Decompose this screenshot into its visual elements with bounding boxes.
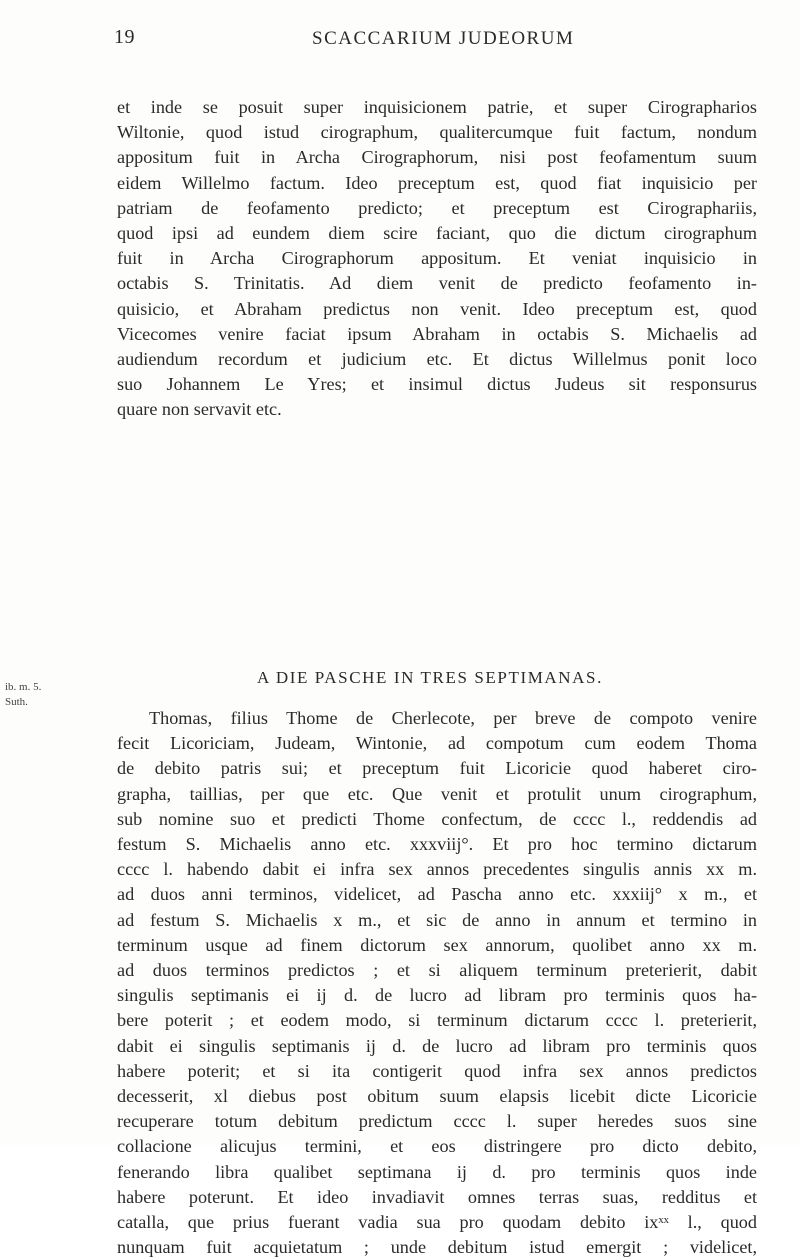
text-line: patriam de feofamento predicto; et preceptum est Cirographariis, <box>117 197 757 218</box>
text-line: singulis septimanis ei ij d. de lucro ad libram pro terminis quos ha- <box>117 985 757 1006</box>
text-line: grapha, taillias, per que etc. Que venit et protulit unum cirographum, <box>117 783 757 804</box>
text-line: octabis S. Trinitatis. Ad diem venit de predicto feofamento in- <box>117 273 757 294</box>
text-line: ad duos terminos predictos ; et si aliquem terminum preterierit, dabit <box>117 960 757 981</box>
text-line: recuperare totum debitum predictum cccc l. super heredes suos sine <box>117 1111 757 1132</box>
text-line: quisicio, et Abraham predictus non venit. Ideo preceptum est, quod <box>117 298 757 319</box>
text-line: habere poterunt. Et ideo invadiavit omnes terras suas, redditus et <box>117 1186 757 1207</box>
paragraph-2 <box>117 706 757 1260</box>
text-line: suo Johannem Le Yres; et insimul dictus Judeus sit responsurus <box>117 374 757 395</box>
text-line: Thomas, filius Thome de Cherlecote, per breve de compoto venire <box>149 708 757 728</box>
text-line: quare non servavit etc. <box>117 399 282 420</box>
text-line: de debito patris sui; et preceptum fuit Licoricie quod haberet ciro- <box>117 758 757 779</box>
text-line: quod ipsi ad eundem diem scire faciant, quo die dictum cirographum <box>117 223 757 244</box>
text-line: habere poterit; et si ita contigerit quod infra sex annos predictos <box>117 1060 757 1081</box>
paragraph-1 <box>117 95 757 423</box>
text-line: ad duos anni terminos, videlicet, ad Pascha anno etc. xxxiij° x m., et <box>117 884 757 905</box>
margin-note-county: Suth. <box>5 696 28 708</box>
text-line: fuit in Archa Cirographorum appositum. Et veniat inquisicio in <box>117 248 757 269</box>
text-line: Wiltonie, quod istud cirographum, qualitercumque fuit factum, nondum <box>117 122 757 143</box>
text-line: Vicecomes venire faciat ipsum Abraham in octabis S. Michaelis ad <box>117 323 757 344</box>
text-line: bere poterit ; et eodem modo, si terminum dictarum cccc l. preterierit, <box>117 1010 757 1031</box>
margin-note-reference: ib. m. 5. <box>5 681 42 693</box>
running-head <box>0 26 800 56</box>
text-line: eidem Willelmo factum. Ideo preceptum est, quod fiat inquisicio per <box>117 172 757 193</box>
running-title: SCACCARIUM JUDEORUM <box>312 28 575 49</box>
text-line: festum S. Michaelis anno etc. xxxviij°. Et pro hoc termino dictarum <box>117 834 757 855</box>
text-line: fecit Licoriciam, Judeam, Wintonie, ad compotum cum eodem Thoma <box>117 733 757 754</box>
text-line: terminum usque ad finem dictorum sex annorum, quolibet anno xx m. <box>117 934 757 955</box>
text-line: appositum fuit in Archa Cirographorum, nisi post feofamentum suum <box>117 147 757 168</box>
section-heading: A DIE PASCHE IN TRES SEPTIMANAS. <box>257 668 603 687</box>
text-line: cccc l. habendo dabit ei infra sex annos precedentes singulis annis xx m. <box>117 859 757 880</box>
text-line: catalla, que prius fuerant vadia sua pro quodam debito ixˣˣ l., quod <box>117 1212 757 1233</box>
text-line: collacione alicujus termini, et eos distringere pro dicto debito, <box>117 1136 757 1157</box>
text-line: audiendum recordum et judicium etc. Et dictus Willelmus ponit loco <box>117 349 757 370</box>
text-line: nunquam fuit acquietatum ; unde debitum istud emergit ; videlicet, <box>117 1237 757 1258</box>
page-number: 19 <box>114 26 135 48</box>
margin-note <box>5 680 65 710</box>
text-line: et inde se posuit super inquisicionem patrie, et super Cirographarios <box>117 97 757 117</box>
text-line: decesserit, xl diebus post obitum suum elapsis licebit dicte Licoricie <box>117 1086 757 1107</box>
text-line: dabit ei singulis septimanis ij d. de lucro ad libram pro terminis quos <box>117 1035 757 1056</box>
text-line: sub nomine suo et predicti Thome confectum, de cccc l., reddendis ad <box>117 808 757 829</box>
text-line: fenerando libra qualibet septimana ij d. pro terminis quos inde <box>117 1161 757 1182</box>
text-line: ad festum S. Michaelis x m., et sic de anno in annum et termino in <box>117 909 757 930</box>
